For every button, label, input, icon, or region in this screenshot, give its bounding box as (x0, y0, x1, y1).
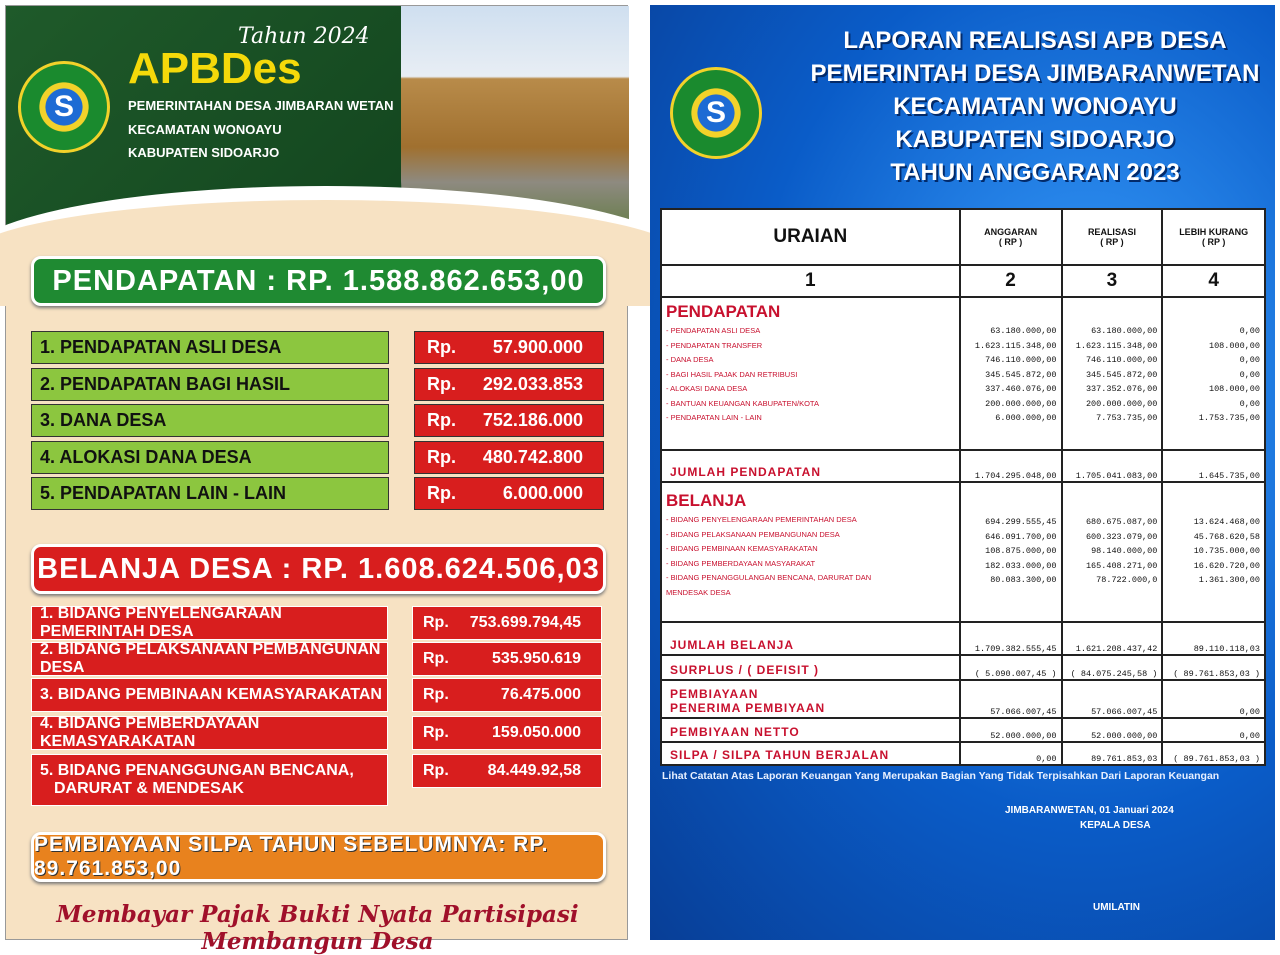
belanja-item-label (31, 716, 388, 750)
report-title-4: KABUPATEN SIDOARJO (895, 126, 1175, 153)
row-text: 1.705.041.083,00 (1075, 471, 1158, 481)
col-lebih-label: LEBIH KURANG (1179, 227, 1249, 237)
label-text: 1. BIDANG PENYELENGARAAN PEMERINTAH DESA (40, 605, 282, 640)
pendapatan-item-value (414, 477, 604, 510)
belanja-row-value: 80.083.300,00 (990, 575, 1057, 585)
row-text: PENERIMA PEMBIYAAN (670, 701, 826, 715)
row-label (661, 450, 960, 482)
belanja-row-value (1163, 588, 1264, 603)
label-text: 2. BIDANG PELAKSANAAN PEMBANGUNAN DESA (40, 641, 381, 676)
row-text: ( 89.761.853,03 ) (1173, 669, 1260, 679)
belanja-item-value (412, 716, 602, 750)
belanja-item-label (31, 754, 388, 806)
belanja-row-value: 182.033.000,00 (985, 560, 1057, 571)
col-unit: ( RP ) (1202, 237, 1226, 247)
amount: 535.950.619 (492, 650, 581, 667)
row-text: ( 5.090.007,45 ) (974, 669, 1057, 679)
section-title: BELANJA (666, 491, 747, 510)
col-number: 4 (1162, 265, 1265, 297)
amount: 76.475.000 (500, 686, 581, 703)
pendapatan-item-value (414, 441, 604, 474)
pendapatan-row-label: - ALOKASI DANA DESA (666, 384, 748, 393)
currency-label: Rp. (427, 483, 456, 503)
row-text: JUMLAH BELANJA (670, 638, 795, 652)
row-value (1162, 742, 1265, 765)
row-value (1162, 622, 1265, 655)
report-title-3: KECAMATAN WONOAYU (893, 93, 1177, 120)
pendapatan-row-value: 63.180.000,00 (1091, 326, 1158, 336)
col-number: 1 (661, 265, 960, 297)
belanja-row-label: - BIDANG PENANGGULANGAN BENCANA, DARURAT DAN (666, 573, 872, 582)
pendapatan-item-label: 3. DANA DESA (31, 404, 389, 437)
row-value (1062, 718, 1163, 742)
row-text: ( 89.761.853,03 ) (1173, 754, 1260, 764)
row-value (1162, 718, 1265, 742)
belanja-row-value: 680.675.087,00 (1085, 517, 1158, 527)
slogan: Membayar Pajak Bukti Nyata Partisipasi Membangun Desa (56, 901, 579, 955)
row-value (960, 622, 1062, 655)
belanja-item-label (31, 678, 388, 712)
pendapatan-item-label: 5. PENDAPATAN LAIN - LAIN (31, 477, 389, 510)
belanja-row-value: 694.299.555,45 (985, 517, 1057, 527)
pendapatan-row-value: 746.110.000,00 (985, 355, 1057, 365)
col-realisasi (1062, 209, 1163, 265)
report-title-5: TAHUN ANGGARAN 2023 (890, 159, 1180, 186)
amount: 84.449.92,58 (487, 762, 581, 779)
sil-row (661, 742, 1265, 765)
pendapatan-row-value: 345.545.872,00 (985, 369, 1057, 380)
pendapatan-item-value (414, 368, 604, 401)
row-text: 0,00 (1036, 754, 1057, 764)
row-text: 89.761.853,03 (1091, 754, 1158, 764)
pendapatan-row-value: 1.623.115.348,00 (1075, 340, 1158, 351)
pen-row (661, 680, 1265, 718)
col-number: 3 (1062, 265, 1163, 297)
currency-label: Rp. (423, 650, 449, 667)
pendapatan-item-value (414, 404, 604, 437)
pendapatan-row-value: 108.000,00 (1208, 340, 1260, 351)
pendapatan-item-label: 1. PENDAPATAN ASLI DESA (31, 331, 389, 364)
net-row (661, 718, 1265, 742)
label-text: DARURAT & MENDESAK (54, 780, 244, 797)
belanja-row-label: - BIDANG PEMBERDAYAAN MASYARAKAT (666, 558, 816, 568)
amount: 752.186.000 (482, 410, 583, 430)
row-text: 1.709.382.555,45 (974, 644, 1057, 654)
pendapatan-row-value: 200.000.000,00 (985, 398, 1057, 409)
signatory: UMILATIN (1093, 902, 1141, 913)
row-label (661, 742, 960, 765)
row-value (1062, 450, 1163, 482)
row-label (661, 622, 960, 655)
row-text: 57.066.007,45 (990, 707, 1057, 717)
year-label: Tahun 2024 (238, 24, 370, 49)
pendapatan-row-value: 746.110.000,00 (1085, 355, 1158, 365)
belanja-item-label (31, 606, 388, 640)
silpa-total: PEMBIAYAAN SILPA TAHUN SEBELUMNYA: RP. 89.761.853,00 (31, 832, 606, 882)
btot-row (661, 622, 1265, 655)
surp-row (661, 655, 1265, 680)
belanja-row-value: 13.624.468,00 (1193, 517, 1260, 527)
col-number: 2 (960, 265, 1062, 297)
place-date: JIMBARANWETAN, 01 Januari 2024 (1005, 805, 1174, 816)
belanja-row-label: - BIDANG PELAKSANAAN PEMBANGUNAN DESA (666, 529, 840, 539)
label-text: 4. BIDANG PEMBERDAYAAN KEMASYARAKATAN (40, 715, 260, 750)
row-label: PEMBIAYAAN (670, 687, 759, 701)
belanja-item-value (412, 678, 602, 712)
belanja-row-value: 16.620.720,00 (1193, 560, 1260, 571)
row-text: 0,00 (1239, 707, 1260, 717)
pendapatan-row-value: 0,00 (1239, 398, 1260, 409)
apbdes-2024-poster (5, 5, 628, 955)
pendapatan-row-value: 345.545.872,00 (1085, 369, 1158, 380)
row-text: 0,00 (1239, 731, 1260, 741)
report-title-1: LAPORAN REALISASI APB DESA (843, 27, 1227, 54)
position: KEPALA DESA (1080, 820, 1151, 831)
currency-label: Rp. (427, 373, 456, 394)
row-value (1062, 655, 1163, 680)
row-value (1062, 622, 1163, 655)
pendapatan-row-label: - PENDAPATAN TRANSFER (666, 340, 763, 350)
pendapatan-row-label: - DANA DESA (666, 355, 714, 364)
belanja-row-label: - BIDANG PEMBINAAN KEMASYARAKATAN (666, 544, 818, 553)
row-label (661, 718, 960, 742)
belanja-row-label: - BIDANG PENYELENGARAAN PEMERINTAHAN DESA (666, 515, 857, 524)
pendapatan-item-label: 2. PENDAPATAN BAGI HASIL (31, 368, 389, 401)
pendapatan-row-value: 108.000,00 (1208, 384, 1260, 394)
row-value (960, 450, 1062, 482)
pendapatan-row-label: - BAGI HASIL PAJAK DAN RETRIBUSI (666, 369, 798, 379)
amount: 292.033.853 (482, 373, 583, 394)
sidoarjo-emblem-icon: S (18, 61, 110, 153)
ptot-row (661, 450, 1265, 482)
belanja-item-value (412, 642, 602, 676)
pendapatan-row-label: - BANTUAN KEUANGAN KABUPATEN/KOTA (666, 398, 819, 408)
pendapatan-row-value: 0,00 (1239, 369, 1260, 380)
row-text: ( 84.075.245,58 ) (1070, 669, 1158, 679)
row-value (960, 718, 1062, 742)
belanja-item-value (412, 754, 602, 788)
report-title-2: PEMERINTAH DESA JIMBARANWETAN (810, 60, 1260, 87)
belanja-row-value: 98.140.000,00 (1091, 546, 1158, 556)
row-text: 52.000.000,00 (990, 731, 1057, 741)
belanja-row-value: 165.408.271,00 (1085, 560, 1158, 571)
row-label (661, 680, 960, 718)
belanja-row-value (961, 588, 1061, 603)
col-unit: ( RP ) (1100, 237, 1124, 247)
row-text: 52.000.000,00 (1091, 731, 1158, 741)
col-lebih-kurang (1162, 209, 1265, 265)
pendapatan-row-value: 7.753.735,00 (1096, 413, 1158, 423)
belanja-row-value (1063, 588, 1162, 603)
pendapatan-row-value: 337.460.076,00 (985, 384, 1057, 394)
belanja-total: BELANJA DESA : RP. 1.608.624.506,03 (31, 544, 606, 594)
pendapatan-row-value: 0,00 (1239, 355, 1260, 365)
pendapatan-row-value: 6.000.000,00 (995, 413, 1057, 423)
label-text: 3. BIDANG PEMBINAAN KEMASYARAKATAN (40, 686, 382, 703)
pendapatan-row-label: - PENDAPATAN ASLI DESA (666, 326, 761, 335)
poster-title: APBDes (128, 44, 302, 93)
pendapatan-item-label: 4. ALOKASI DANA DESA (31, 441, 389, 474)
currency-label: Rp. (423, 762, 449, 779)
belanja-row-value: 1.361.300,00 (1198, 575, 1260, 585)
row-text: PEMBIYAAN NETTO (670, 725, 800, 739)
pendapatan-row-value: 1.753.735,00 (1198, 413, 1260, 423)
row-text: 89.110.118,03 (1193, 644, 1260, 654)
amount: 57.900.000 (492, 337, 583, 357)
subtitle-desa: PEMERINTAHAN DESA JIMBARAN WETAN (128, 98, 394, 113)
belanja-row-value: 646.091.700,00 (985, 531, 1057, 542)
row-text: 1.621.208.437,42 (1075, 644, 1158, 654)
belanja-row-value: 600.323.079,00 (1085, 531, 1158, 542)
pendapatan-total: PENDAPATAN : RP. 1.588.862.653,00 (31, 256, 606, 306)
amount: 159.050.000 (492, 724, 581, 741)
pendapatan-row-value: 63.180.000,00 (990, 326, 1057, 336)
row-value (960, 655, 1062, 680)
col-uraian: URAIAN (661, 209, 960, 265)
pendapatan-row-value: 200.000.000,00 (1085, 398, 1158, 409)
row-value (1162, 655, 1265, 680)
row-label (661, 655, 960, 680)
row-text: SILPA / SILPA TAHUN BERJALAN (670, 748, 890, 762)
currency-label: Rp. (423, 614, 449, 631)
currency-label: Rp. (427, 410, 456, 430)
col-anggaran (960, 209, 1062, 265)
subtitle-kecamatan: KECAMATAN WONOAYU (128, 122, 282, 137)
row-value (1162, 680, 1265, 718)
amount: 6.000.000 (502, 483, 583, 503)
belanja-item-value (412, 606, 602, 640)
amount: 480.742.800 (482, 446, 583, 467)
currency-label: Rp. (427, 446, 456, 467)
col-realisasi-label: REALISASI (1087, 227, 1136, 237)
pendapatan-section (661, 297, 1265, 450)
belanja-section (661, 482, 1265, 622)
row-text: JUMLAH PENDAPATAN (670, 465, 821, 479)
belanja-row-value: 108.875.000,00 (985, 546, 1057, 556)
currency-label: Rp. (423, 724, 449, 741)
currency-label: Rp. (427, 337, 456, 357)
belanja-row-value: 78.722.000,0 (1096, 575, 1158, 585)
pendapatan-row-value: 337.352.076,00 (1085, 384, 1158, 394)
row-value (960, 680, 1062, 718)
row-value (1062, 742, 1163, 765)
col-anggaran-label: ANGGARAN (984, 227, 1038, 237)
belanja-row-label: MENDESAK DESA (666, 587, 731, 597)
subtitle-kabupaten: KABUPATEN SIDOARJO (128, 145, 280, 160)
currency-label: Rp. (423, 686, 449, 703)
row-text: 57.066.007,45 (1091, 707, 1158, 717)
pendapatan-row-value: 1.623.115.348,00 (974, 340, 1057, 351)
col-unit: ( RP ) (998, 237, 1023, 247)
pendapatan-row-value: 0,00 (1239, 326, 1260, 336)
belanja-item-label (31, 642, 388, 676)
row-value (1062, 680, 1163, 718)
row-text: 1.645.735,00 (1198, 471, 1260, 481)
belanja-row-value: 45.768.620,58 (1193, 531, 1260, 542)
belanja-row-value: 10.735.000,00 (1193, 546, 1260, 556)
label-text: 5. BIDANG PENANGGUNGAN BENCANA, (40, 762, 354, 779)
pendapatan-item-value (414, 331, 604, 364)
pendapatan-row-label: - PENDAPATAN LAIN - LAIN (666, 413, 762, 422)
realisasi-table (660, 208, 1266, 766)
row-value (960, 742, 1062, 765)
section-title: PENDAPATAN (666, 302, 781, 321)
row-text: 1.704.295.048,00 (974, 471, 1057, 481)
laporan-realisasi-poster (650, 5, 1275, 940)
note: Lihat Catatan Atas Laporan Keuangan Yang Merupakan Bagian Yang Tidak Terpisahkan Dari Laporan Keuangan (662, 770, 1220, 782)
row-text: SURPLUS / ( DEFISIT ) (670, 663, 820, 677)
row-value (1162, 450, 1265, 482)
sidoarjo-emblem-icon: S (670, 67, 762, 159)
amount: 753.699.794,45 (469, 614, 581, 631)
